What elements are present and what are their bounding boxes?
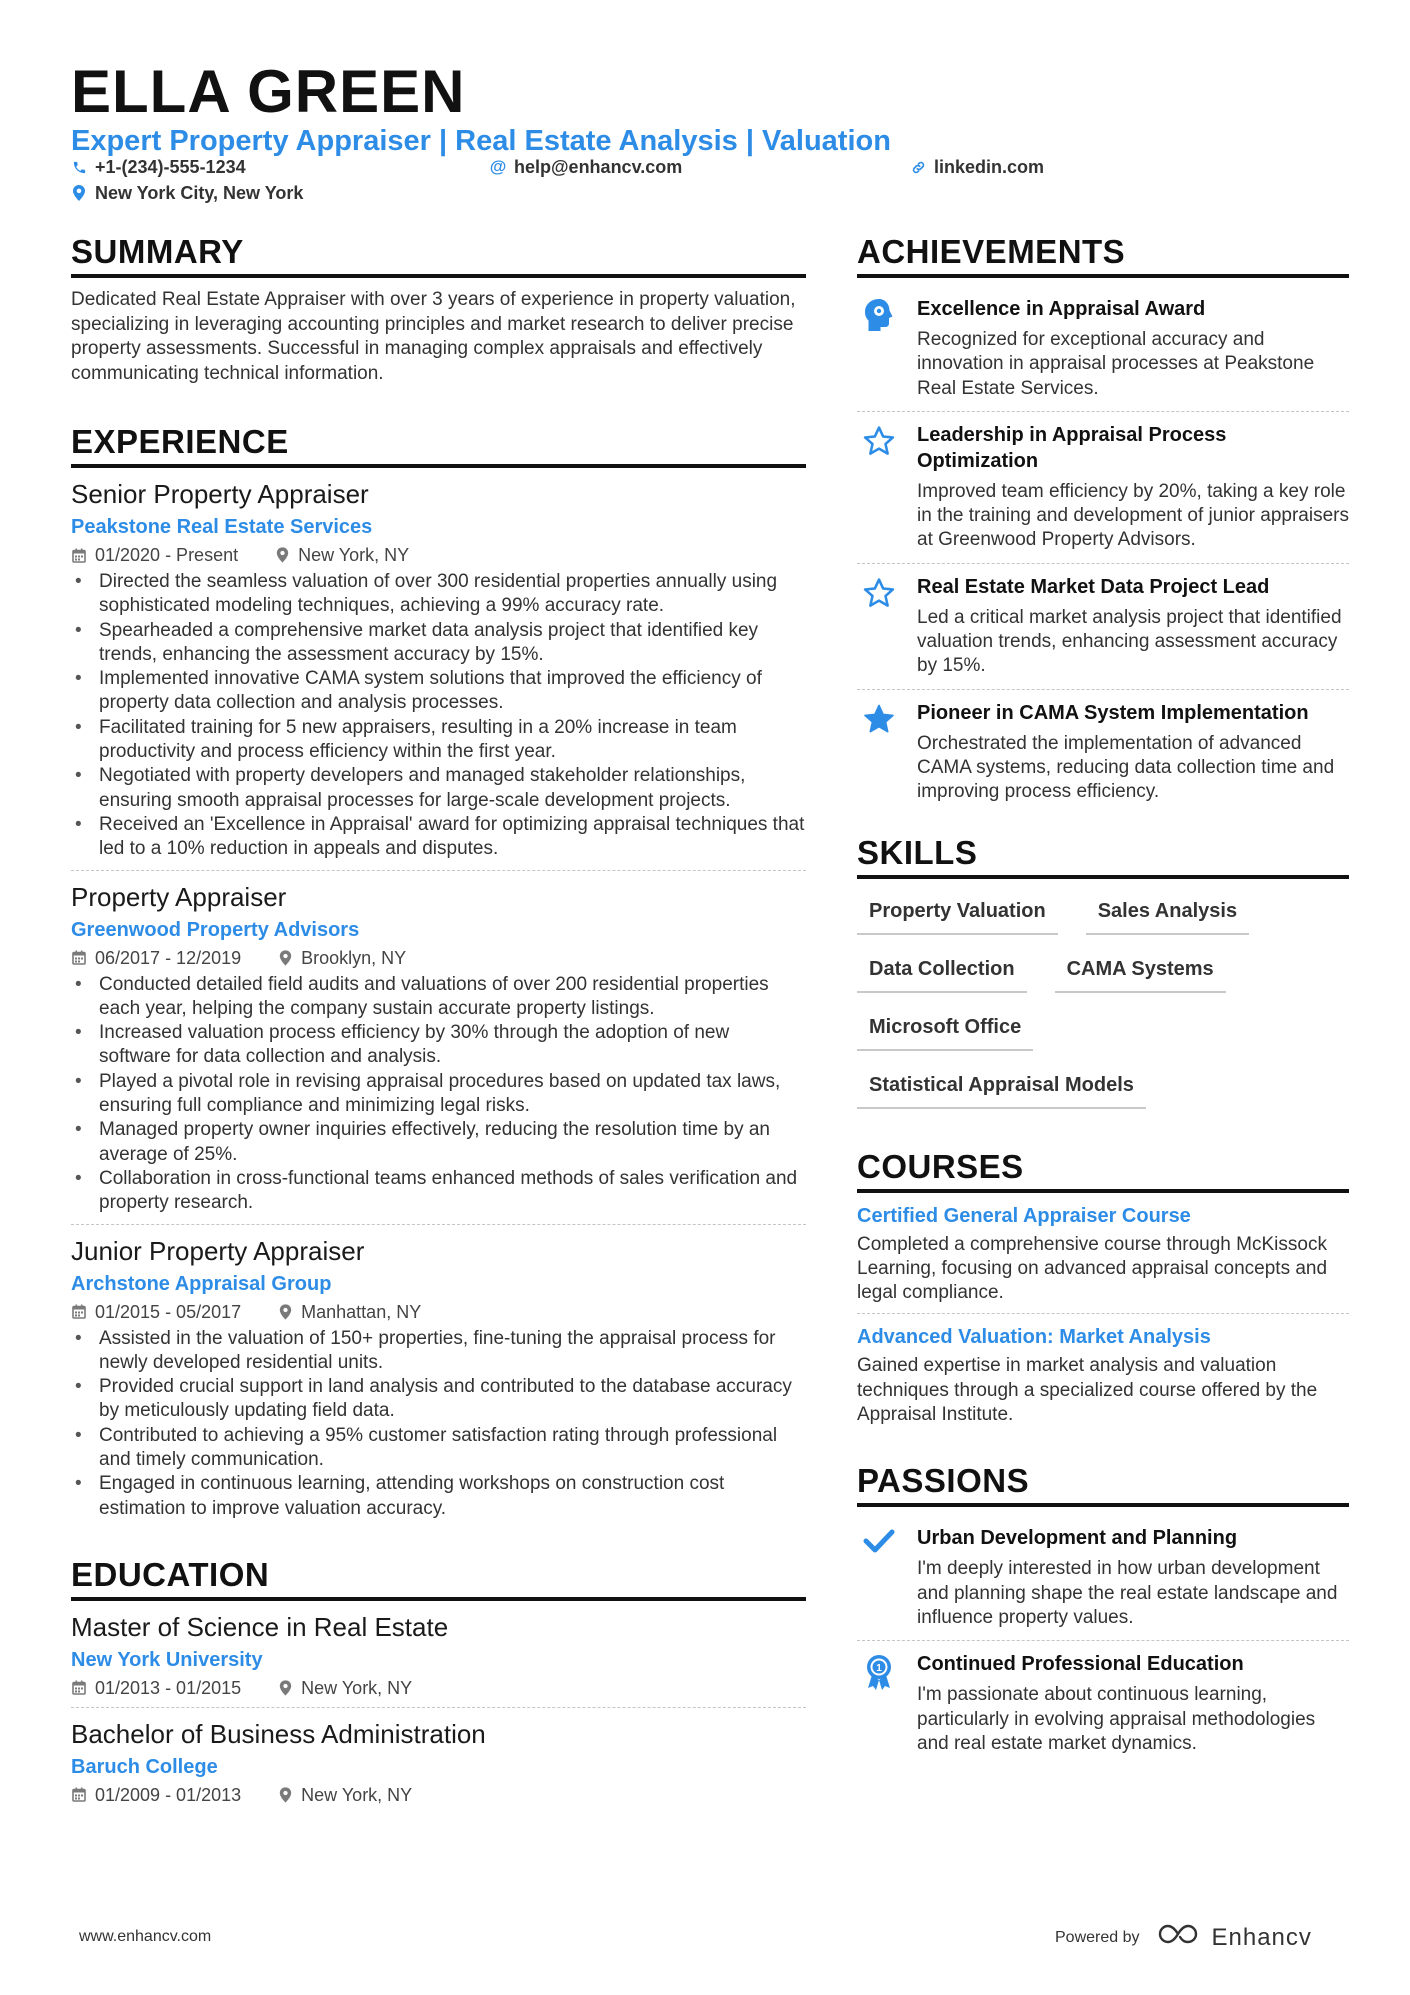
education-meta [71, 1677, 806, 1699]
contact-email[interactable] [490, 156, 682, 178]
job-bullet: • Negotiated with property developers and managed stakeholder relationships, ensuring smooth appraisal processes for large-scale development projects. [71, 764, 806, 813]
passion-item [857, 1517, 1349, 1640]
job-dates: 06/2017 - 12/2019 [95, 947, 242, 968]
job-location: Brooklyn, NY [301, 947, 407, 968]
achievements-heading: ACHIEVEMENTS [857, 232, 1349, 278]
skill-tag: CAMA Systems [1055, 951, 1226, 993]
experience-entry [71, 1224, 806, 1529]
location-text: New York City, New York [95, 183, 304, 203]
achievement-item [857, 288, 1349, 411]
link-icon [910, 159, 926, 175]
education-entry [71, 1707, 806, 1814]
contact-phone [71, 156, 246, 178]
passion-title: Urban Development and Planning [917, 1527, 1238, 1550]
summary-text: Dedicated Real Estate Appraiser with over 3 years of experience in property valuation, specializing in leveraging accounting principles and market research to deliver precise property assessments. Successful in managing complex appraisals and effectively communicating technical information. [71, 289, 796, 384]
course-item [857, 1313, 1349, 1435]
star-outline-icon [857, 422, 901, 553]
job-title: Junior Property Appraiser [71, 1235, 365, 1266]
skill-tag: Sales Analysis [1086, 893, 1249, 935]
company-name: Greenwood Property Advisors [71, 918, 360, 941]
job-meta [71, 1301, 806, 1323]
location-pin-icon [71, 185, 87, 201]
experience-entry [71, 478, 806, 870]
course-item [857, 1203, 1349, 1314]
at-sign-icon: @ [489, 157, 507, 176]
job-bullet: • Managed property owner inquiries effectively, reducing the resolution time by an average of 25%. [71, 1118, 806, 1167]
brand-name: Enhancv [1211, 1923, 1312, 1951]
contact-location [71, 182, 303, 204]
passion-item [857, 1640, 1349, 1766]
education-dates: 01/2009 - 01/2013 [95, 1784, 242, 1805]
company-name: Peakstone Real Estate Services [71, 516, 373, 538]
achievement-description: Recognized for exceptional accuracy and innovation in appraisal processes at Peakstone Real Estate Services. [917, 329, 1315, 399]
job-bullet: • Conducted detailed field audits and valuations of over 200 residential properties each year, helping the company sustain accurate property listings. [71, 973, 806, 1022]
job-title: Property Appraiser [71, 881, 287, 912]
job-bullet: • Implemented innovative CAMA system solutions that improved the efficiency of property data collection and analysis processes. [71, 667, 806, 716]
job-bullet: • Assisted in the valuation of 150+ properties, fine-tuning the appraisal process for newly developed residential units. [71, 1327, 806, 1376]
calendar-icon [71, 950, 87, 966]
linkedin-text[interactable]: linkedin.com [934, 157, 1045, 177]
candidate-headline: Expert Property Appraiser | Real Estate Analysis | Valuation [71, 125, 891, 157]
achievement-item [857, 563, 1349, 689]
course-title: Advanced Valuation: Market Analysis [857, 1326, 1211, 1349]
achievement-item [857, 689, 1349, 815]
job-bullet: • Collaboration in cross-functional teams enhanced methods of sales verification and property research. [71, 1167, 806, 1216]
job-bullet: • Engaged in continuous learning, attending workshops on construction cost estimation to improve valuation accuracy. [71, 1472, 806, 1521]
job-bullet: • Increased valuation process efficiency by 30% through the adoption of new software for data collection and analysis. [71, 1021, 806, 1070]
passions-heading: PASSIONS [857, 1461, 1349, 1507]
candidate-name: ELLA GREEN [71, 58, 466, 125]
job-bullets [71, 973, 806, 1216]
skills-list [857, 893, 1349, 1125]
job-title: Senior Property Appraiser [71, 479, 369, 509]
calendar-icon [71, 1680, 87, 1696]
location-pin-icon [277, 950, 293, 966]
course-description: Completed a comprehensive course through McKissock Learning, focusing on advanced appraisal concepts and legal compliance. [857, 1233, 1328, 1304]
enhancv-logo[interactable] [1158, 1922, 1312, 1953]
phone-icon [71, 159, 87, 175]
skills-heading: SKILLS [857, 833, 1349, 879]
achievement-description: Orchestrated the implementation of advanced CAMA systems, reducing data collection time and improving process efficiency. [917, 732, 1335, 803]
achievement-item [857, 411, 1349, 563]
job-location: Manhattan, NY [301, 1301, 422, 1322]
company-name: Archstone Appraisal Group [71, 1272, 332, 1295]
passion-title: Continued Professional Education [917, 1653, 1244, 1676]
footer-website[interactable]: www.enhancv.com [79, 1928, 212, 1945]
location-pin-icon [274, 547, 290, 563]
job-bullet: • Directed the seamless valuation of over 300 residential properties annually using sophisticated modeling techniques, achieving a 99% accuracy rate. [71, 570, 806, 619]
experience-entry [71, 870, 806, 1224]
location-pin-icon [277, 1680, 293, 1696]
achievement-description: Led a critical market analysis project that identified valuation trends, enhancing assessment accuracy by 15%. [917, 606, 1342, 677]
job-location: New York, NY [298, 545, 410, 565]
course-description: Gained expertise in market analysis and valuation techniques through a specialized course offered by the Appraisal Institute. [857, 1355, 1318, 1426]
calendar-icon [71, 547, 87, 563]
powered-by-text: Powered by [1055, 1928, 1140, 1946]
job-bullet: • Received an 'Excellence in Appraisal' award for optimizing appraisal techniques that led to a 10% reduction in appeals and disputes. [71, 813, 806, 862]
course-title: Certified General Appraiser Course [857, 1204, 1191, 1227]
phone-text: +1-(234)-555-1234 [95, 157, 246, 177]
location-pin-icon [277, 1304, 293, 1320]
education-dates: 01/2013 - 01/2015 [95, 1677, 242, 1698]
job-bullet: • Played a pivotal role in revising appraisal procedures based on updated tax laws, ensuring full compliance and minimizing legal risks. [71, 1070, 806, 1119]
checkmark-icon [857, 1525, 901, 1630]
education-location: New York, NY [301, 1677, 413, 1698]
star-outline-icon [857, 574, 901, 679]
skill-tag: Microsoft Office [857, 1009, 1033, 1051]
courses-heading: COURSES [857, 1147, 1349, 1193]
calendar-icon [71, 1304, 87, 1320]
education-location: New York, NY [301, 1784, 413, 1805]
passion-description: I'm deeply interested in how urban development and planning shape the real estate landscape and influence property values. [917, 1558, 1338, 1628]
head-icon [857, 296, 901, 401]
right-column [857, 232, 1349, 1766]
job-bullet: • Spearheaded a comprehensive market data analysis project that identified key trends, enhancing the assessment accuracy by 15%. [71, 619, 806, 668]
passion-description: I'm passionate about continuous learning, particularly in evolving appraisal methodologies and real estate market dynamics. [917, 1684, 1316, 1754]
job-meta [71, 544, 806, 566]
achievement-title: Real Estate Market Data Project Lead [917, 575, 1270, 598]
footer-branding [1055, 1922, 1312, 1953]
skill-tag: Statistical Appraisal Models [857, 1067, 1146, 1109]
skill-tag: Property Valuation [857, 893, 1058, 935]
job-bullet: • Facilitated training for 5 new appraisers, resulting in a 20% increase in team productivity and process efficiency within the first year. [71, 716, 806, 765]
job-bullet: • Contributed to achieving a 95% customer satisfaction rating through professional and timely communication. [71, 1424, 806, 1473]
left-column [71, 232, 806, 1814]
award-ribbon-icon [857, 1651, 901, 1756]
education-meta [71, 1784, 806, 1806]
skill-tag: Data Collection [857, 951, 1027, 993]
achievement-title: Leadership in Appraisal Process Optimization [917, 423, 1227, 472]
school-name: New York University [71, 1648, 263, 1671]
education-entry [71, 1611, 806, 1707]
degree-title: Bachelor of Business Administration [71, 1718, 486, 1749]
job-dates: 01/2015 - 05/2017 [95, 1301, 242, 1322]
job-bullets [71, 570, 806, 862]
star-filled-icon [857, 700, 901, 805]
job-meta [71, 947, 806, 969]
contact-linkedin[interactable] [910, 156, 1044, 178]
education-heading: EDUCATION [71, 1555, 806, 1601]
job-bullets [71, 1327, 806, 1521]
email-text[interactable]: help@enhancv.com [514, 157, 683, 177]
job-bullet: • Provided crucial support in land analysis and contributed to the database accuracy by meticulously updating field data. [71, 1375, 806, 1424]
achievement-title: Excellence in Appraisal Award [917, 298, 1206, 320]
svg-text:1: 1 [876, 1663, 882, 1675]
infinity-logo-icon [1158, 1922, 1204, 1953]
school-name: Baruch College [71, 1755, 218, 1778]
location-pin-icon [277, 1787, 293, 1803]
job-dates: 01/2020 - Present [95, 545, 239, 565]
achievement-description: Improved team efficiency by 20%, taking a key role in the training and development of junior appraisers at Greenwood Property Advisors. [917, 480, 1349, 551]
summary-heading: SUMMARY [71, 232, 806, 278]
calendar-icon [71, 1787, 87, 1803]
achievement-title: Pioneer in CAMA System Implementation [917, 701, 1309, 724]
experience-heading: EXPERIENCE [71, 422, 806, 468]
degree-title: Master of Science in Real Estate [71, 1611, 449, 1642]
